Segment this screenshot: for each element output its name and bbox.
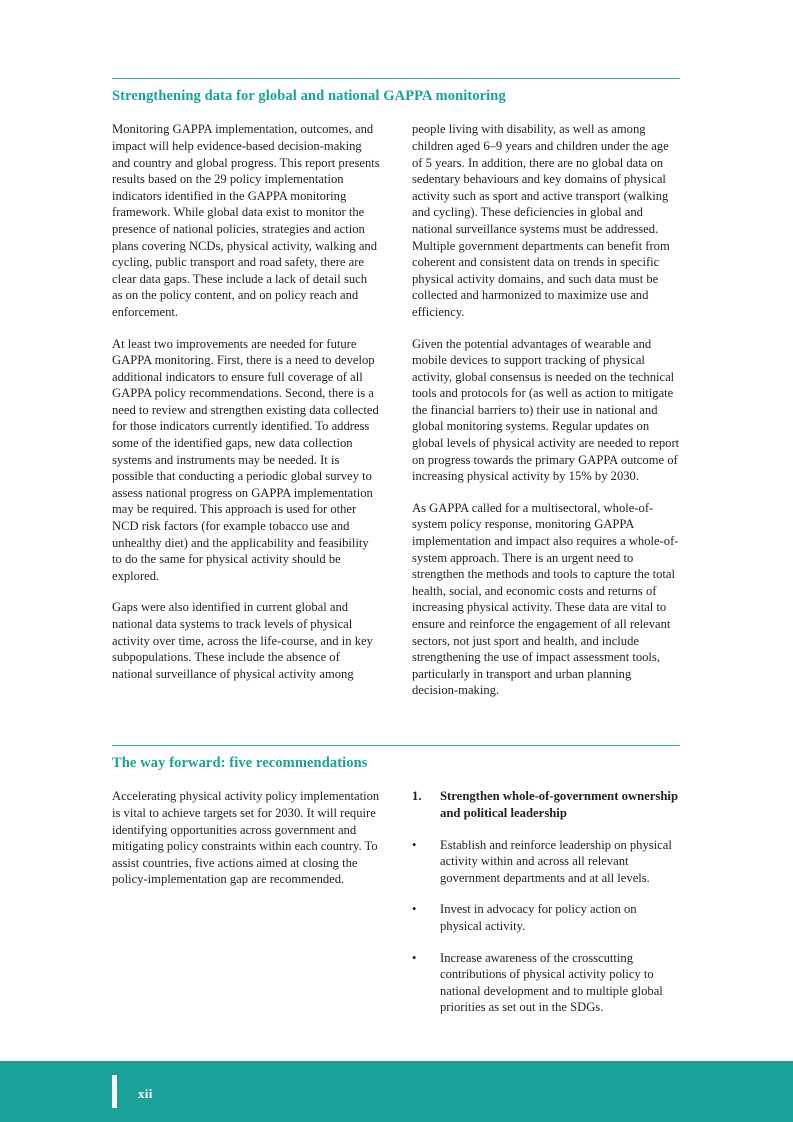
footer-band xyxy=(0,1061,793,1122)
list-item-text: Increase awareness of the crosscutting contributions of physical activity policy to national development and to multiple global priorities as set out in the SDGs. xyxy=(440,950,663,1015)
column-right xyxy=(412,788,680,1031)
paragraph: As GAPPA called for a multisectoral, whole-of-system policy response, monitoring GAPPA implementation and impact also requires a whole-of-system approach. There is an urgent need to strengthen the methods and tools to capture the total health, social, and economic costs and returns of increasing physical activity. These data are vital to ensure and reinforce the engagement of all relevant sectors, not just sport and health, and include strengthening the use of impact assessment tools, particularly in transport and urban planning decision-making. xyxy=(412,500,679,698)
column-left xyxy=(112,121,380,699)
bullet-icon: • xyxy=(412,902,417,917)
section-way-forward xyxy=(112,745,680,1031)
list-item-text: Invest in advocacy for policy action on physical activity. xyxy=(440,902,637,933)
column-right xyxy=(412,121,680,699)
paragraph: At least two improvements are needed for future GAPPA monitoring. First, there is a need to develop additional indicators to ensure full coverage of all GAPPA policy recommendations. Second, there is a need to review and strengthen existing data collected for those indicators currently identified. To address some of the identified gaps, new data collection systems and instruments may be needed. It is possible that conducting a periodic global survey to assess national progress on GAPPA implementation may be required. This approach is used for other NCD risk factors (for example tobacco use and unhealthy diet) and the applicability and feasibility to do the same for physical activity should be explored. xyxy=(112,336,379,583)
two-column-body xyxy=(112,121,680,699)
list-item xyxy=(412,901,680,934)
section-data-monitoring xyxy=(112,78,680,699)
recommendation-number: 1. xyxy=(412,789,422,804)
list-item-text: Establish and reinforce leadership on physical activity within and across all relevant government departments and at all levels. xyxy=(440,837,672,885)
recommendation-title: Strengthen whole-of-government ownership and political leadership xyxy=(440,789,678,820)
list-item xyxy=(412,950,680,1016)
bullet-icon: • xyxy=(412,837,417,852)
paragraph: Given the potential advantages of wearable and mobile devices to support tracking of physical activity, global consensus is needed on the technical tools and protocols for (as well as action to mitigate the financial barriers to) their use in national and global monitoring systems. Regular updates on global levels of physical activity are needed to report on progress towards the primary GAPPA outcome of increasing physical activity by 15% by 2030. xyxy=(412,336,680,484)
column-left xyxy=(112,788,380,1031)
paragraph: Gaps were also identified in current global and national data systems to track levels of physical activity over time, across the life-course, and in key subpopulations. These include the absence of national surveillance of physical activity among xyxy=(112,600,373,681)
paragraph: Monitoring GAPPA implementation, outcomes, and impact will help evidence-based decision-making and country and global progress. This report presents results based on the 29 policy implementation indicators identified in the GAPPA monitoring framework. While global data exist to monitor the presence of national policies, strategies and action plans covering NCDs, physical activity, walking and cycling, public transport and road safety, there are clear data gaps. These include a lack of detail such as on the policy content, and on policy reach and enforcement. xyxy=(112,122,380,319)
bullet-icon: • xyxy=(412,950,417,965)
list-item xyxy=(412,837,680,887)
footer-accent-notch xyxy=(112,1075,117,1108)
paragraph: Accelerating physical activity policy implementation is vital to achieve targets set for 2030. It will require identifying opportunities across government and mitigating policy constraints within each country. To assist countries, five actions aimed at closing the policy-implementation gap are recommended. xyxy=(112,789,380,887)
paragraph: people living with disability, as well as among children aged 6–9 years and children under the age of 5 years. In addition, there are no global data on sedentary behaviours and key domains of physical activity such as sport and active transport (walking and cycling). These deficiencies in global and national surveillance systems must be addressed. Multiple government departments can benefit from coherent and consistent data on trends in specific physical activity domains, and such data must be collected and harmonized to maximize use and efficiency. xyxy=(412,122,670,319)
section-title-way-forward: The way forward: five recommendations xyxy=(112,755,368,771)
section-title-monitoring: Strengthening data for global and national GAPPA monitoring xyxy=(112,88,506,104)
section-top-rule xyxy=(112,78,680,79)
section-top-rule xyxy=(112,745,680,746)
two-column-body xyxy=(112,788,680,1031)
recommendation-bullet-list xyxy=(412,837,680,1016)
recommendation-heading xyxy=(412,788,680,821)
page-number: xii xyxy=(138,1086,153,1101)
